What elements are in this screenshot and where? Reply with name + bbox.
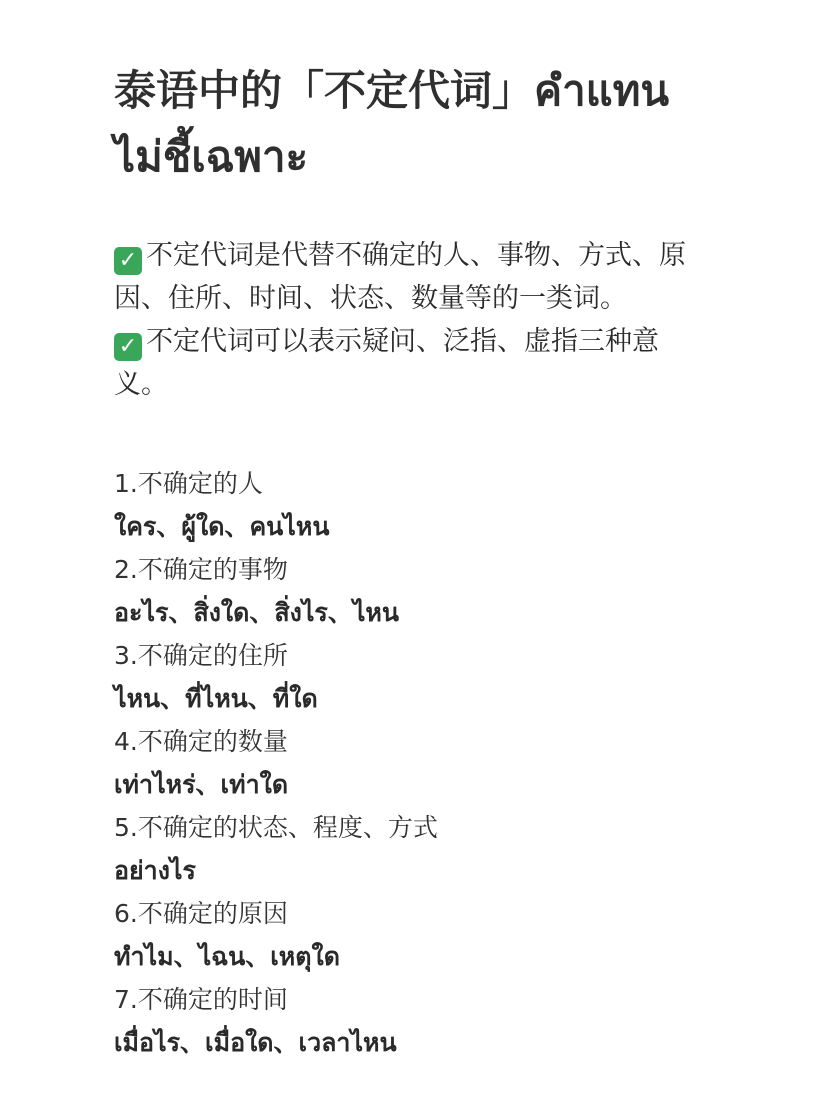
item-thai-words: อะไร、สิ่งใด、สิ่งไร、ไหน [114, 598, 399, 627]
item-heading: 2.不确定的事物 [114, 555, 288, 584]
intro-text: 义。 [114, 369, 168, 400]
intro-section [114, 234, 754, 406]
intro-text: 不定代词是代替不确定的人、事物、方式、原 [146, 240, 686, 271]
list-item [114, 720, 768, 806]
item-thai-words: อย่างไร [114, 856, 196, 885]
intro-line [114, 363, 754, 406]
item-heading: 5.不确定的状态、程度、方式 [114, 813, 438, 842]
check-mark-button-icon: ✓ [114, 247, 142, 275]
item-heading: 6.不确定的原因 [114, 899, 288, 928]
list-item [114, 806, 768, 892]
title-line-1: 泰语中的「不定代词」คำแทน [114, 66, 670, 115]
list-item [114, 892, 768, 978]
intro-line [114, 320, 754, 363]
check-mark-button-icon: ✓ [114, 333, 142, 361]
list-item [114, 462, 768, 548]
page-title [114, 58, 734, 190]
item-heading: 7.不确定的时间 [114, 985, 288, 1014]
list-item [114, 634, 768, 720]
item-thai-words: เมื่อไร、เมื่อใด、เวลาไหน [114, 1028, 397, 1057]
item-thai-words: ไหน、ที่ไหน、ที่ใด [114, 684, 318, 713]
item-heading: 1.不确定的人 [114, 469, 263, 498]
item-heading: 3.不确定的住所 [114, 641, 288, 670]
item-thai-words: ใคร、ผู้ใด、คนไหน [114, 512, 330, 541]
list-item [114, 548, 768, 634]
item-heading: 4.不确定的数量 [114, 727, 288, 756]
intro-text: 因、住所、时间、状态、数量等的一类词。 [114, 283, 627, 314]
intro-line [114, 234, 754, 277]
intro-text: 不定代词可以表示疑问、泛指、虚指三种意 [146, 326, 659, 357]
intro-line [114, 277, 754, 320]
item-thai-words: ทำไม、ไฉน、เหตุใด [114, 942, 340, 971]
title-line-2: ไม่ชี้เฉพาะ [114, 132, 309, 181]
list-item [114, 978, 768, 1064]
pronoun-list [114, 462, 768, 1064]
item-thai-words: เท่าไหร่、เท่าใด [114, 770, 289, 799]
